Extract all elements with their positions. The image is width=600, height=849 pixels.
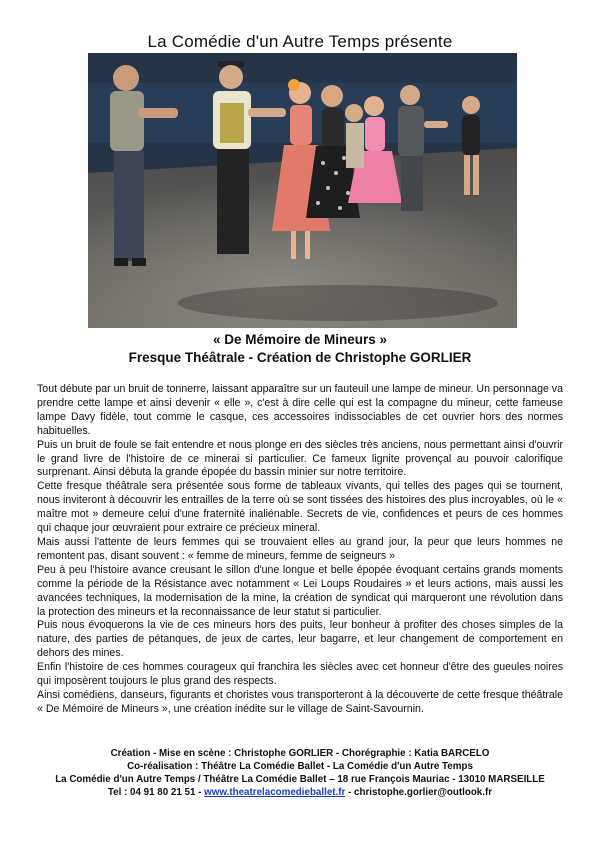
paragraph: Cette fresque théâtrale sera présentée sous forme de tableaux vivants, qui telles des pages qui se tournent, nous inviteront à découvrir les entrailles de la terre où se sont tissées des histoires des plus incroyables, où le « maître mot » demeure celui d'une fraternité inaliénable. Secrets de vie, confidences et peurs de ces hommes qui chaque jour œuvraient pour extraire ce précieux mineral. xyxy=(37,480,563,535)
show-subtitle: Fresque Théâtrale - Création de Christophe GORLIER xyxy=(128,350,472,365)
credits-address: La Comédie d'un Autre Temps / Théâtre La Comédie Ballet – 18 rue François Mauriac - 13010 MARSEILLE xyxy=(55,774,545,785)
paragraph: Puis un bruit de foule se fait entendre et nous plonge en des siècles très anciens, nous permettant ainsi d'ouvrir le grand livre de l'histoire de ce minerai si particulier. Ce fameux lignite provençal au pouvoir calorifique surprenant. Ainsi débuta la grande épopée du bassin minier sur notre territoire. xyxy=(37,438,563,479)
paragraph: Peu à peu l'histoire avance creusant le sillon d'une longue et belle épopée évoquant certains grands moments comme la période de la Résistance avec notamment « Lei Loups Roudaires » et leurs actions, mais aussi les avancées techniques, la modernisation de la mine, la création de syndicat qui marqueront une révolution dans la protection des mineurs et la reconnaissance de leur statut si particulier. xyxy=(37,563,563,618)
paragraph: Tout débute par un bruit de tonnerre, laissant apparaître sur un fauteuil une lampe de mineur. Un personnage va prendre cette lampe et ainsi devenir « elle », c'est à dire celle qui est la compagne du mineur, cette fameuse lampe Davy fidèle, tout comme le casque, ces accessoires indissociables de cet ouvrier hors des normes habituelles. xyxy=(37,383,563,437)
paragraph: Ainsi comédiens, danseurs, figurants et choristes vous transporteront à la découverte de cette fresque théâtrale « De Mémoire de Mineurs », une création inédite sur le village de Saint-Savournin. xyxy=(37,688,563,715)
page-header: La Comédie d'un Autre Temps présente xyxy=(147,32,453,51)
paragraph: Mais aussi l'attente de leurs femmes qui se trouvaient elles au grand jour, la peur que leurs hommes ne remontent pas, disant souvent : « femme de mineurs, femme de seigneurs » xyxy=(37,535,563,562)
credits-block xyxy=(0,747,600,799)
website-link[interactable]: www.theatrelacomedieballet.fr xyxy=(204,787,346,798)
show-title: « De Mémoire de Mineurs » xyxy=(212,332,388,347)
credits-contact xyxy=(0,786,600,799)
cast-photo xyxy=(88,53,517,328)
cast-photo-illustration xyxy=(88,53,517,328)
phone-number: Tel : 04 91 80 21 51 - xyxy=(107,787,205,798)
paragraph: Enfin l'histoire de ces hommes courageux qui franchira les siècles avec cet honneur d'être des gueules noires qui imposèrent toujours le plus grand des respects. xyxy=(37,661,563,688)
email-address[interactable]: - christophe.gorlier@outlook.fr xyxy=(345,787,493,798)
credits-creation: Création - Mise en scène : Christophe GORLIER - Chorégraphie : Katia BARCELO xyxy=(110,748,490,759)
description-text xyxy=(37,383,563,717)
performer-figure xyxy=(345,104,364,168)
paragraph: Puis nous évoquerons la vie de ces mineurs hors des puits, leur bonheur à profiter des choses simples de la nature, des parties de pétanques, de jeux de cartes, leur bagarre, et leur changement de comportement en dehors des mines. xyxy=(37,619,563,660)
credits-coproduction: Co-réalisation : Théâtre La Comédie Ballet - La Comédie d'un Autre Temps xyxy=(127,761,473,772)
